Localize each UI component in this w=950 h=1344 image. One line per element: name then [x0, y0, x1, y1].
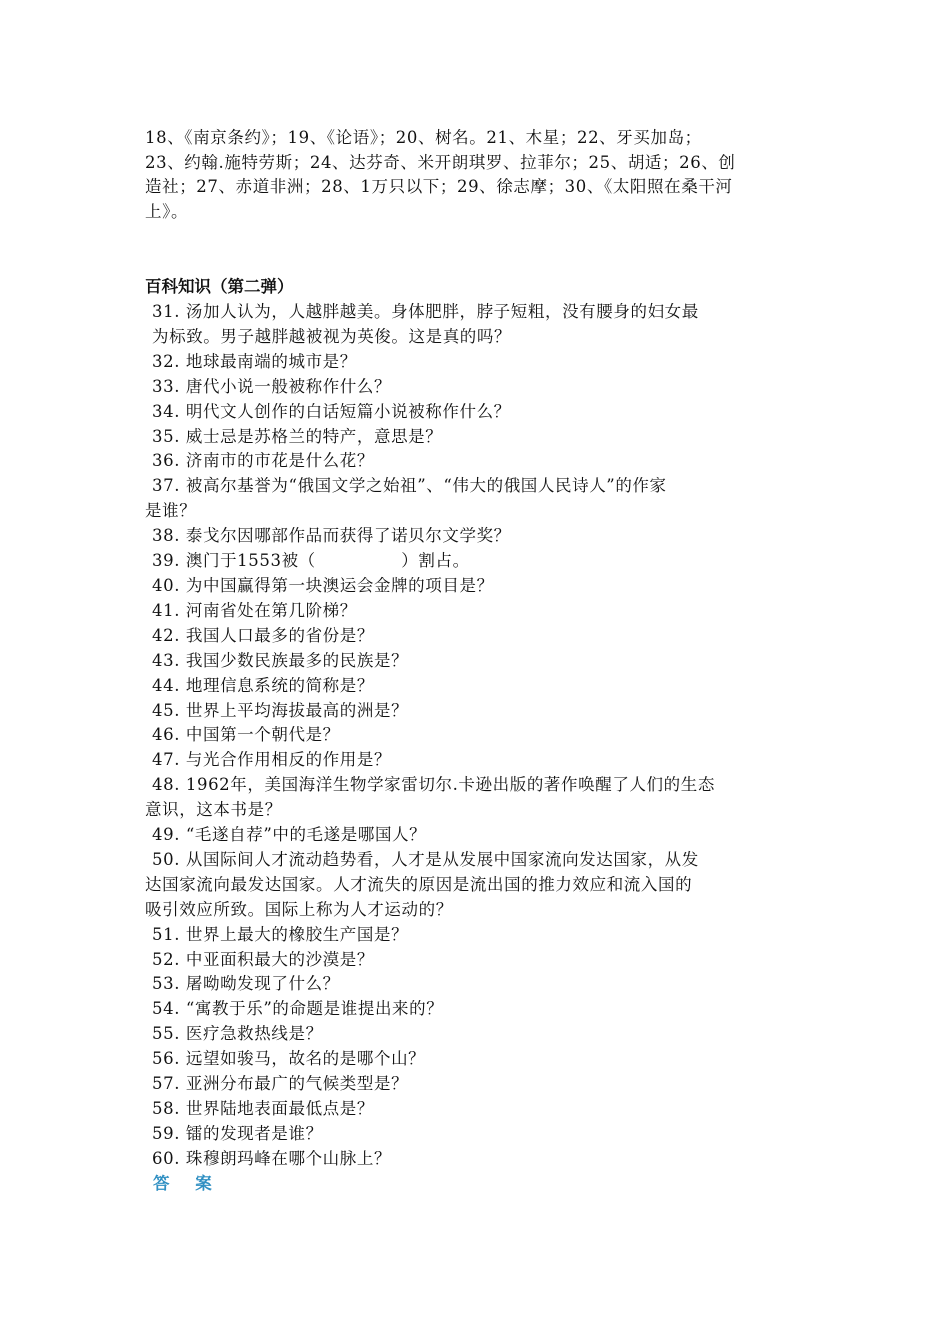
- question-line: 39. 澳门于1553被（ ）割占。: [152, 551, 470, 571]
- question-line: 35. 威士忌是苏格兰的特产，意思是？: [152, 426, 443, 446]
- question-line: 49. “毛遂自荐”中的毛遂是哪国人？: [152, 825, 427, 845]
- question-continuation-line: 吸引效应所致。国际上称为人才运动的？: [145, 899, 453, 919]
- answers-line: 上》。: [145, 201, 189, 221]
- question-line: 58. 世界陆地表面最低点是？: [152, 1099, 374, 1118]
- question-line: 33. 唐代小说一般被称作什么？: [152, 376, 392, 396]
- question-line: 37. 被高尔基誉为“俄国文学之始祖”、“伟大的俄国人民诗人”的作家: [152, 476, 667, 496]
- question-continuation-line: 是谁？: [145, 501, 197, 521]
- question-line: 47. 与光合作用相反的作用是？: [152, 750, 392, 770]
- question-line: 50. 从国际间人才流动趋势看，人才是从发展中国家流向发达国家，从发: [152, 849, 699, 869]
- question-line: 54. “寓教于乐”的命题是谁提出来的？: [152, 999, 444, 1019]
- question-line: 32. 地球最南端的城市是？: [152, 351, 357, 371]
- answers-line: 23、约翰.施特劳斯；24、达芬奇、米开朗琪罗、拉菲尔；25、胡适；26、创: [145, 152, 736, 172]
- question-line: 34. 明代文人创作的白话短篇小说被称作什么？: [152, 401, 511, 421]
- question-line: 57. 亚洲分布最广的气候类型是？: [152, 1074, 409, 1094]
- question-line: 56. 远望如骏马，故名的是哪个山？: [152, 1049, 426, 1069]
- question-line: 38. 泰戈尔因哪部作品而获得了诺贝尔文学奖？: [152, 526, 511, 546]
- previous-answers-paragraph: [145, 126, 810, 224]
- question-continuation-line: 为标致。男子越胖越被视为英俊。这是真的吗？: [152, 326, 512, 346]
- question-continuation-line: 达国家流向最发达国家。人才流失的原因是流出国的推力效应和流入国的: [145, 874, 693, 894]
- question-line: 60. 珠穆朗玛峰在哪个山脉上？: [152, 1148, 392, 1168]
- answer-heading: 答 案: [153, 1174, 222, 1193]
- section-title: 百科知识（第二弹）: [145, 277, 294, 296]
- question-line: 45. 世界上平均海拔最高的洲是？: [152, 700, 409, 720]
- question-line: 51. 世界上最大的橡胶生产国是？: [152, 924, 409, 944]
- question-line: 40. 为中国赢得第一块澳运会金牌的项目是？: [152, 575, 494, 595]
- question-line: 46. 中国第一个朝代是？: [152, 725, 340, 745]
- question-line: 48. 1962年，美国海洋生物学家雷切尔.卡逊出版的著作唤醒了人们的生态: [152, 775, 715, 795]
- question-line: 53. 屠呦呦发现了什么？: [152, 974, 340, 994]
- question-continuation-line: 意识，这本书是？: [145, 800, 282, 820]
- question-line: 36. 济南市的市花是什么花？: [152, 451, 374, 471]
- question-list: [145, 300, 810, 1172]
- question-line: 41. 河南省处在第几阶梯？: [152, 600, 357, 620]
- question-line: 42. 我国人口最多的省份是？: [152, 625, 374, 645]
- question-line: 52. 中亚面积最大的沙漠是？: [152, 949, 374, 969]
- answers-line: 18、《南京条约》；19、《论语》；20、树名。21、木星；22、牙买加岛；: [145, 128, 702, 147]
- answers-line: 造社；27、赤道非洲；28、1万只以下；29、徐志摩；30、《太阳照在桑干河: [145, 177, 733, 196]
- question-line: 31. 汤加人认为，人越胖越美。身体肥胖，脖子短粗，没有腰身的妇女最: [152, 302, 699, 321]
- question-line: 59. 镭的发现者是谁？: [152, 1123, 323, 1143]
- question-line: 44. 地理信息系统的简称是？: [152, 675, 374, 695]
- question-line: 55. 医疗急救热线是？: [152, 1024, 323, 1044]
- question-line: 43. 我国少数民族最多的民族是？: [152, 650, 409, 670]
